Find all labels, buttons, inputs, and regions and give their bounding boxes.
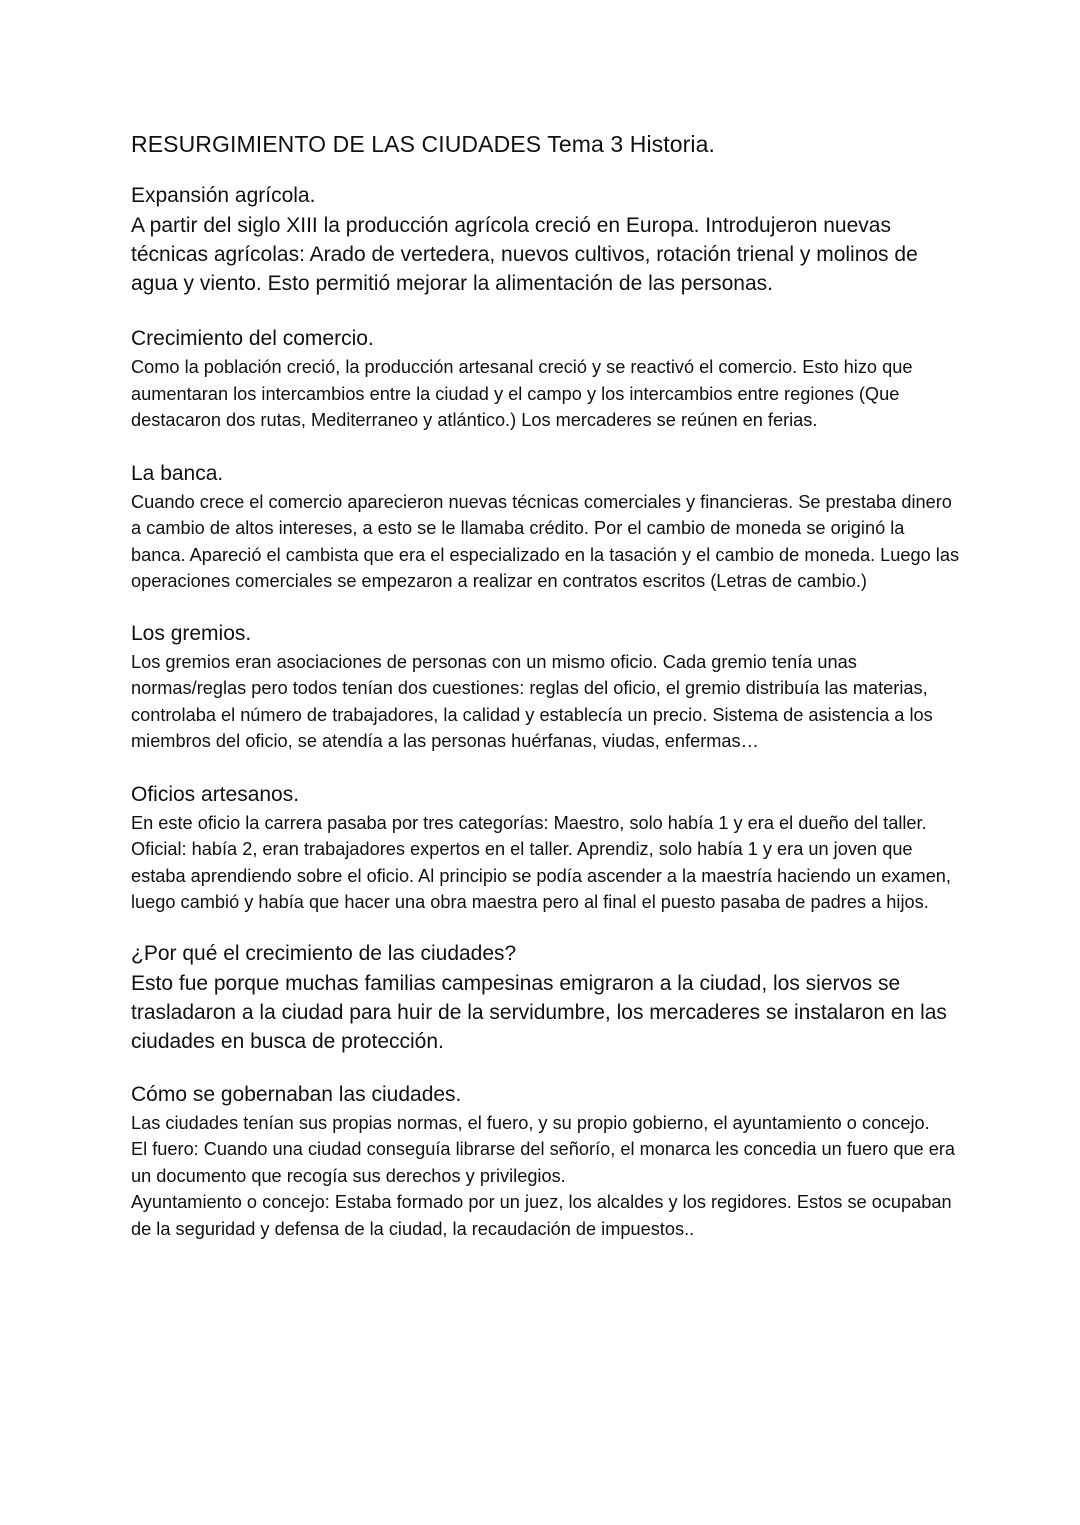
paragraph: Ayuntamiento o concejo: Estaba formado por un juez, los alcaldes y los regidores. Estos se ocupaban de la seguridad y defensa de la ciudad, la recaudación de impuestos.. [131, 1192, 952, 1239]
section-body [131, 1110, 961, 1243]
section-body [131, 354, 961, 434]
paragraph: Las ciudades tenían sus propias normas, el fuero, y su propio gobierno, el ayuntamiento o concejo. [131, 1112, 930, 1133]
section-heading: Crecimiento del comercio. [131, 327, 374, 350]
section-gobierno-ciudades [131, 1080, 961, 1243]
section-por-que-crecimiento [131, 939, 961, 1056]
paragraph: Cuando crece el comercio aparecieron nuevas técnicas comerciales y financieras. Se prestaba dinero a cambio de altos intereses, a esto se le llamaba crédito. Por el cambio de moneda se originó la banca. Apareció el cambista que era el especializado en la tasación y el cambio de moneda. Luego las operaciones comerciales se empezaron a realizar en contratos escritos (Letras de cambio.) [131, 491, 960, 591]
section-heading: La banca. [131, 461, 224, 485]
section-heading: Los gremios. [131, 621, 252, 645]
section-heading: Expansión agrícola. [131, 184, 316, 207]
paragraph: En este oficio la carrera pasaba por tres categorías: Maestro, solo había 1 y era el dueño del taller. Oficial: había 2, eran trabajadores expertos en el taller. Aprendiz, solo había 1 y era un joven que estaba aprendiendo sobre el oficio. Al principio se podía ascender a la maestría haciendo un examen, luego cambió y había que hacer una obra maestra pero al final el puesto pasaba de padres a hijos. [131, 812, 951, 912]
section-la-banca [131, 459, 961, 595]
section-heading: Cómo se gobernaban las ciudades. [131, 1082, 462, 1106]
paragraph: El fuero: Cuando una ciudad conseguía librarse del señorío, el monarca les concedia un fuero que era un documento que recogía sus derechos y privilegios. [131, 1139, 956, 1186]
section-body [131, 969, 961, 1056]
section-crecimiento-comercio [131, 324, 961, 434]
section-body [131, 649, 961, 755]
section-body [131, 810, 961, 916]
paragraph: A partir del siglo XIII la producción agrícola creció en Europa. Introdujeron nuevas técnicas agrícolas: Arado de vertedera, nuevos cultivos, rotación trienal y molinos de agua y viento. Esto permitió mejorar la alimentación de las personas. [131, 214, 918, 295]
section-body [131, 489, 961, 595]
section-heading: ¿Por qué el crecimiento de las ciudades? [131, 941, 517, 965]
section-expansion-agricola [131, 181, 961, 298]
section-heading: Oficios artesanos. [131, 782, 300, 806]
section-oficios-artesanos [131, 780, 961, 916]
paragraph: Esto fue porque muchas familias campesinas emigraron a la ciudad, los siervos se trasladaron a la ciudad para huir de la servidumbre, los mercaderes se instalaron en las ciudades en busca de protección. [131, 971, 947, 1053]
paragraph: Los gremios eran asociaciones de personas con un mismo oficio. Cada gremio tenía unas normas/reglas pero todos tenían dos cuestiones: reglas del oficio, el gremio distribuía las materias, controlaba el número de trabajadores, la calidad y establecía un precio. Sistema de asistencia a los miembros del oficio, se atendía a las personas huérfanas, viudas, enfermas… [131, 651, 933, 751]
document-title: RESURGIMIENTO DE LAS CIUDADES Tema 3 Historia. [131, 131, 716, 157]
section-los-gremios [131, 619, 961, 755]
paragraph: Como la población creció, la producción artesanal creció y se reactivó el comercio. Esto hizo que aumentaran los intercambios entre la ciudad y el campo y los intercambios entre regiones (Que destacaron dos rutas, Mediterraneo y atlántico.) Los mercaderes se reúnen en ferias. [131, 357, 913, 430]
document-page [131, 127, 961, 1242]
section-body [131, 211, 961, 298]
